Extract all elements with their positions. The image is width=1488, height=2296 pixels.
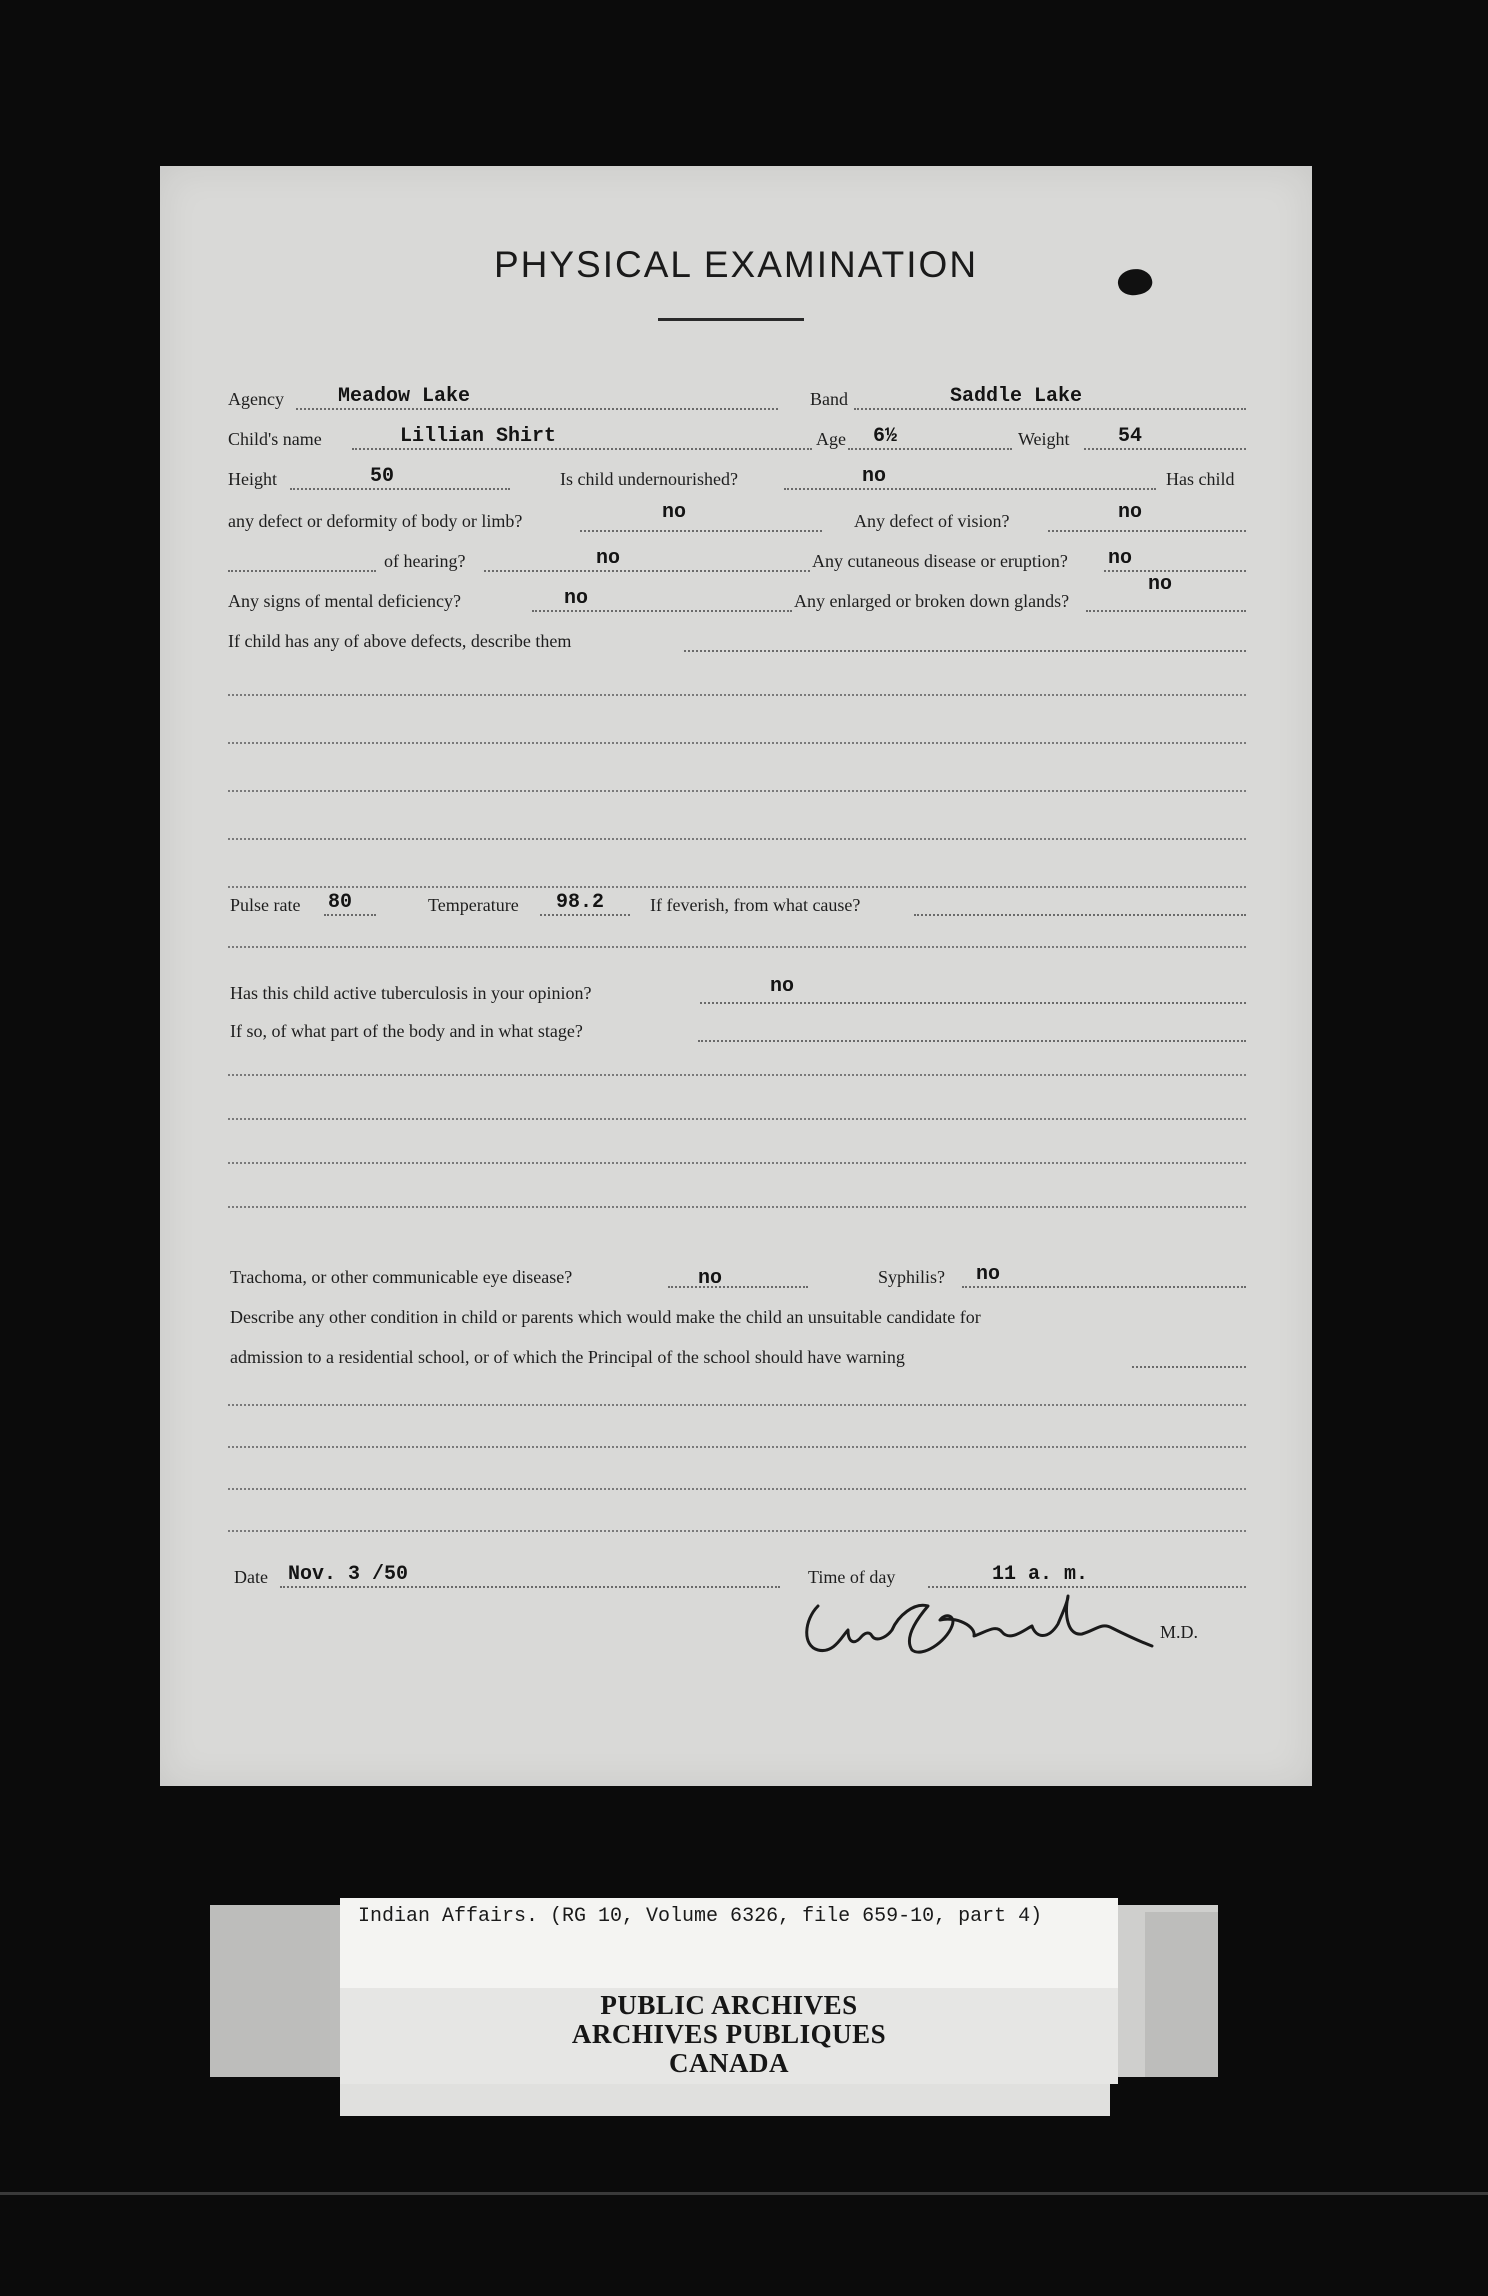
has-child-label: Has child — [1166, 469, 1235, 489]
weight-label: Weight — [1018, 429, 1070, 449]
row-pulse — [228, 888, 1246, 918]
band-value: Saddle Lake — [950, 385, 1083, 408]
temperature-value: 98.2 — [556, 891, 605, 914]
row-defects — [228, 501, 1246, 534]
row-agency-band — [228, 382, 1246, 412]
band-label: Band — [810, 389, 848, 409]
age-value: 6½ — [873, 425, 898, 448]
temperature-label: Temperature — [428, 895, 519, 915]
describe-label: If child has any of above defects, describe them — [228, 631, 572, 651]
vision-value: no — [1118, 501, 1143, 524]
row-tuberculosis — [228, 976, 1246, 1006]
pulse-value: 80 — [328, 891, 353, 914]
child-name-value: Lillian Shirt — [400, 425, 557, 448]
height-label: Height — [228, 469, 277, 489]
examination-form — [160, 166, 1312, 1786]
agency-value: Meadow Lake — [338, 385, 471, 408]
date-label: Date — [234, 1567, 268, 1587]
defect-body-label: any defect or deformity of body or limb? — [228, 511, 523, 531]
archive-line-3: CANADA — [669, 2048, 789, 2078]
time-value: 11 a. m. — [992, 1563, 1089, 1586]
tb-label: Has this child active tuberculosis in your opinion? — [230, 983, 592, 1003]
title-underline — [658, 318, 804, 321]
row-mental — [228, 573, 1246, 614]
md-label: M.D. — [1160, 1622, 1199, 1642]
pulse-label: Pulse rate — [230, 895, 301, 915]
trachoma-label: Trachoma, or other communicable eye disease? — [230, 1267, 573, 1287]
other-conditions-text-1: Describe any other condition in child or parents which would make the child an unsuitable candidate for — [230, 1307, 981, 1327]
row-tb-part — [228, 1014, 1246, 1044]
weight-value: 54 — [1118, 425, 1143, 448]
archive-label-foot — [340, 2084, 1110, 2116]
defect-body-value: no — [662, 501, 687, 524]
undernourished-value: no — [862, 465, 887, 488]
child-name-label: Child's name — [228, 429, 322, 449]
cutaneous-value: no — [1108, 547, 1133, 570]
microfilm-frame-rule — [0, 2192, 1488, 2195]
hearing-value: no — [596, 547, 621, 570]
row-other-conditions-1 — [228, 1300, 1246, 1330]
time-label: Time of day — [808, 1567, 896, 1587]
other-conditions-text-2: admission to a residential school, or of which the Principal of the school should have warning — [230, 1347, 905, 1367]
syphilis-label: Syphilis? — [878, 1267, 946, 1287]
archive-line-2: ARCHIVES PUBLIQUES — [571, 2019, 887, 2049]
height-value: 50 — [370, 465, 395, 488]
glands-label: Any enlarged or broken down glands? — [794, 591, 1070, 611]
form-title: PHYSICAL EXAMINATION — [493, 244, 979, 285]
undernourished-label: Is child undernourished? — [560, 469, 738, 489]
archive-line-1: PUBLIC ARCHIVES — [600, 1990, 858, 2020]
archive-tab-right — [1145, 1912, 1218, 2077]
vision-label: Any defect of vision? — [854, 511, 1010, 531]
date-value: Nov. 3 /50 — [288, 1563, 409, 1586]
archive-names-block — [340, 1988, 1118, 2084]
syphilis-value: no — [976, 1263, 1001, 1286]
agency-label: Agency — [228, 389, 284, 409]
row-hearing — [228, 544, 1246, 574]
row-height — [228, 462, 1246, 492]
mental-label: Any signs of mental deficiency? — [228, 591, 461, 611]
mental-value: no — [564, 587, 589, 610]
hearing-label: of hearing? — [384, 551, 466, 571]
archive-reference: Indian Affairs. (RG 10, Volume 6326, file 659-10, part 4) — [358, 1905, 1043, 1928]
tb-value: no — [770, 975, 795, 998]
tb-part-label: If so, of what part of the body and in what stage? — [230, 1021, 583, 1041]
trachoma-value: no — [698, 1267, 723, 1290]
row-child-name — [228, 422, 1246, 452]
row-describe — [228, 624, 1246, 654]
feverish-label: If feverish, from what cause? — [650, 895, 861, 915]
age-label: Age — [816, 429, 846, 449]
glands-value: no — [1148, 573, 1173, 596]
row-trachoma — [228, 1260, 1246, 1290]
row-other-conditions-2 — [228, 1340, 1246, 1370]
archive-tab-left — [210, 1905, 340, 2077]
cutaneous-label: Any cutaneous disease or eruption? — [812, 551, 1068, 571]
doctor-signature — [796, 1576, 1176, 1666]
